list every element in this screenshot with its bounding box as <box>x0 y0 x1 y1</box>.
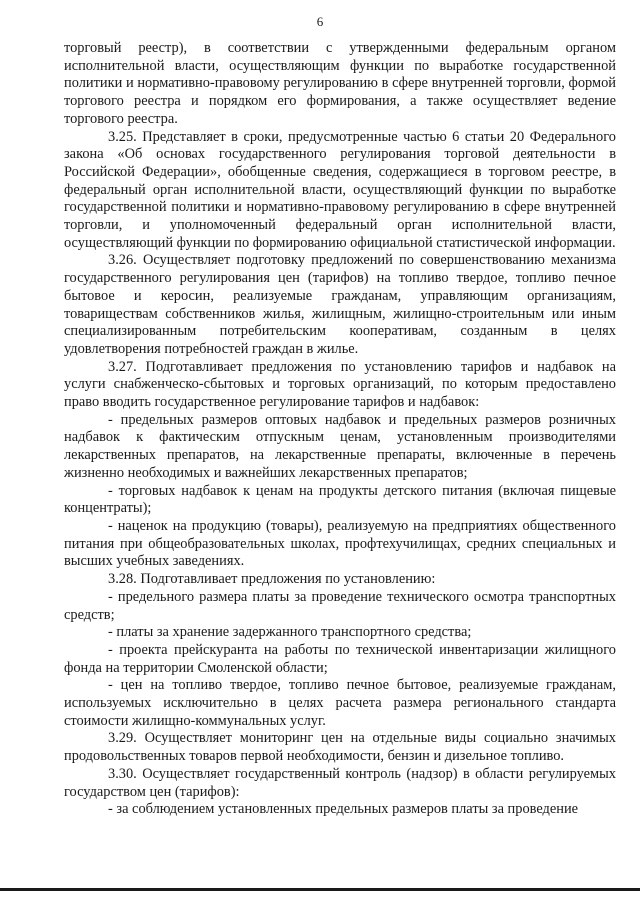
list-item-fee-compliance: - за соблюдением установленных предельных размеров платы за проведение <box>108 801 579 818</box>
paragraph-3-28: 3.28. Подготавливает предложения по установлению: <box>108 571 436 588</box>
document-body <box>64 40 616 819</box>
paragraph-3-25: 3.25. Представляет в сроки, предусмотренные частью 6 статьи 20 Федерального закона «Об основах государственного регулирования торговой деятельности в Российской Федерации», обобщенные сведения, содержащиеся в торговом реестре, в федеральный орган исполнительной власти, осуществляющий функции по выработке государственной политики и нормативно-правовому регулированию в сфере внутренней торговли, и уполномоченный федеральный орган исполнительной власти, осуществляющий функции по формированию официальной статистической информации. <box>64 128 616 251</box>
bottom-divider <box>0 888 640 891</box>
paragraph-3-29: 3.29. Осуществляет мониторинг цен на отдельные виды социально значимых продовольственных товаров первой необходимости, бензин и дизельное топливо. <box>64 730 616 765</box>
list-item-fuel-prices: - цен на топливо твердое, топливо печное бытовое, реализуемые гражданам, используемых исключительно в целях расчета размера регионального стандарта стоимости жилищно-коммунальных услуг. <box>64 677 616 729</box>
paragraph-continuation: торговый реестр), в соответствии с утвержденными федеральным органом исполнительной власти, осуществляющим функции по выработке государственной политики и нормативно-правовому регулированию в сфере внутренней торговли, формой торгового реестра и порядком его формирования, а также осуществляет ведение торгового реестра. <box>64 40 616 127</box>
paragraph-3-30: 3.30. Осуществляет государственный контроль (надзор) в области регулируемых государством цен (тарифов): <box>64 765 616 800</box>
list-item-catering-markups: - наценок на продукцию (товары), реализуемую на предприятиях общественного питания при общеобразовательных школах, профтехучилищах, средних специальных и высших учебных заведениях. <box>64 517 616 570</box>
list-item-baby-food-markups: - торговых надбавок к ценам на продукты детского питания (включая пищевые концентраты); <box>64 482 616 517</box>
paragraph-3-27: 3.27. Подготавливает предложения по установлению тарифов и надбавок на услуги снабженческо-сбытовых и торговых организаций, по которым предоставлено право вводить государственное регулирование тарифов и надбавок: <box>64 358 616 411</box>
paragraph-3-26: 3.26. Осуществляет подготовку предложений по совершенствованию механизма государственного регулирования цен (тарифов) на топливо твердое, топливо печное бытовое и керосин, реализуемые гражданам, управляющим организациям, товариществам собственников жилья, жилищным, жилищно-строительным или иным специализированным потребительским кооперативам, созданным в целях удовлетворения потребностей граждан в жилье. <box>64 252 616 357</box>
list-item-inventory-price-list: - проекта прейскуранта на работы по технической инвентаризации жилищного фонда на территории Смоленской области; <box>64 641 616 676</box>
list-item-wholesale-markups: - предельных размеров оптовых надбавок и предельных размеров розничных надбавок к фактическим отпускным ценам, установленным производителями лекарственных препаратов, на лекарственные препараты, включенные в перечень жизненно необходимых и важнейших лекарственных препаратов; <box>64 411 616 481</box>
page-number: 6 <box>316 14 324 29</box>
list-item-inspection-fee: - предельного размера платы за проведение технического осмотра транспортных средств; <box>64 588 616 623</box>
list-item-storage-fee: - платы за хранение задержанного транспортного средства; <box>108 624 472 641</box>
